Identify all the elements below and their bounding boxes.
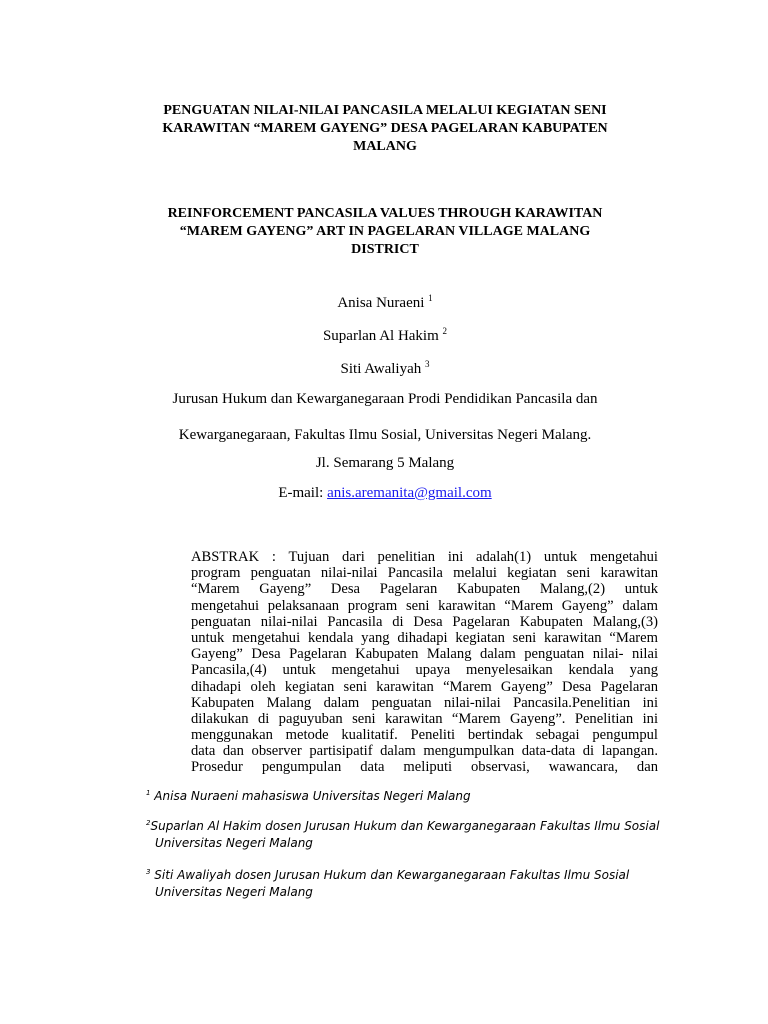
footnote-mark: 1 (146, 789, 151, 797)
abstract-line: Gayeng” Desa Pagelaran Kabupaten Malang dalam penguatan nilai- nilai (191, 646, 658, 663)
footnote-text-continued: Universitas Negeri Malang (155, 885, 313, 899)
abstract-line: dihadapi oleh kegiatan seni karawitan “Marem Gayeng” Desa Pagelaran (191, 678, 658, 695)
title-line: “MAREM GAYENG” ART IN PAGELARAN VILLAGE MALANG (179, 224, 591, 239)
footnote-1 (146, 788, 471, 805)
affiliation-line-2: Kewarganegaraan, Fakultas Ilmu Sosial, Universitas Negeri Malang. (178, 427, 592, 443)
footnote-2 (146, 818, 659, 852)
abstract-line: untuk mengetahui kendala yang dihadapi kegiatan seni karawitan “Marem (191, 629, 658, 646)
title-line: PENGUATAN NILAI-NILAI PANCASILA MELALUI KEGIATAN SENI (163, 103, 607, 118)
email-label: E-mail: (278, 485, 328, 501)
email-link[interactable]: anis.aremanita@gmail.com (327, 485, 492, 501)
author-1 (100, 294, 670, 312)
title-indonesian (140, 102, 630, 156)
title-english (140, 205, 630, 259)
email-line (100, 484, 670, 502)
abstract-line: Pancasila,(4) untuk mengetahui upaya menyelesaikan kendala yang (191, 662, 658, 679)
footnote-text: Anisa Nuraeni mahasiswa Universitas Negeri Malang (154, 789, 471, 803)
abstract-line: “Marem Gayeng” Desa Pagelaran Kabupaten Malang,(2) untuk (191, 581, 658, 598)
title-line: REINFORCEMENT PANCASILA VALUES THROUGH KARAWITAN (167, 206, 603, 221)
abstract (191, 549, 658, 776)
author-name: Anisa Nuraeni (337, 295, 425, 311)
abstract-line: dilakukan di paguyuban seni karawitan “Marem Gayeng”. Penelitian ini (191, 710, 658, 727)
author-footnote-mark[interactable]: 3 (424, 359, 430, 369)
abstract-line: Kabupaten Malang dalam penguatan nilai-nilai Pancasila.Penelitian ini (191, 694, 658, 711)
address: Jl. Semarang 5 Malang (315, 455, 455, 471)
title-line: KARAWITAN “MAREM GAYENG” DESA PAGELARAN KABUPATEN (162, 121, 608, 136)
footnote-text: Suparlan Al Hakim dosen Jurusan Hukum dan Kewarganegaraan Fakultas Ilmu Sosial (150, 819, 660, 833)
abstract-line: data dan observer partisipatif dalam mengumpulkan data-data di lapangan. (191, 743, 658, 760)
footnote-mark: 2 (146, 819, 151, 827)
abstract-line: mengetahui pelaksanaan program seni karawitan “Marem Gayeng” dalam (191, 597, 658, 614)
author-footnote-mark[interactable]: 2 (442, 326, 448, 336)
footnote-mark: 3 (146, 868, 151, 876)
title-line: DISTRICT (351, 242, 419, 257)
abstract-line: Prosedur pengumpulan data meliputi observasi, wawancara, dan (191, 759, 658, 776)
author-footnote-mark[interactable]: 1 (428, 293, 433, 303)
footnote-3 (146, 867, 629, 901)
abstract-line: menggunakan metode kualitatif. Peneliti bertindak sebagai pengumpul (191, 727, 658, 744)
author-3 (100, 360, 670, 378)
abstract-line: ABSTRAK : Tujuan dari penelitian ini adalah(1) untuk mengetahui (191, 549, 658, 565)
title-line: MALANG (353, 139, 417, 154)
author-name: Siti Awaliyah (340, 361, 422, 377)
author-name: Suparlan Al Hakim (322, 328, 439, 344)
footnote-text-continued: Universitas Negeri Malang (155, 836, 313, 850)
affiliation-line-1: Jurusan Hukum dan Kewarganegaraan Prodi Pendidikan Pancasila dan (172, 391, 598, 407)
footnote-text: Siti Awaliyah dosen Jurusan Hukum dan Kewarganegaraan Fakultas Ilmu Sosial (154, 868, 630, 882)
abstract-line: penguatan nilai-nilai Pancasila di Desa Pagelaran Kabupaten Malang,(3) (191, 613, 658, 630)
abstract-line: program penguatan nilai-nilai Pancasila melalui kegiatan seni karawitan (191, 565, 658, 582)
author-2 (100, 327, 670, 345)
